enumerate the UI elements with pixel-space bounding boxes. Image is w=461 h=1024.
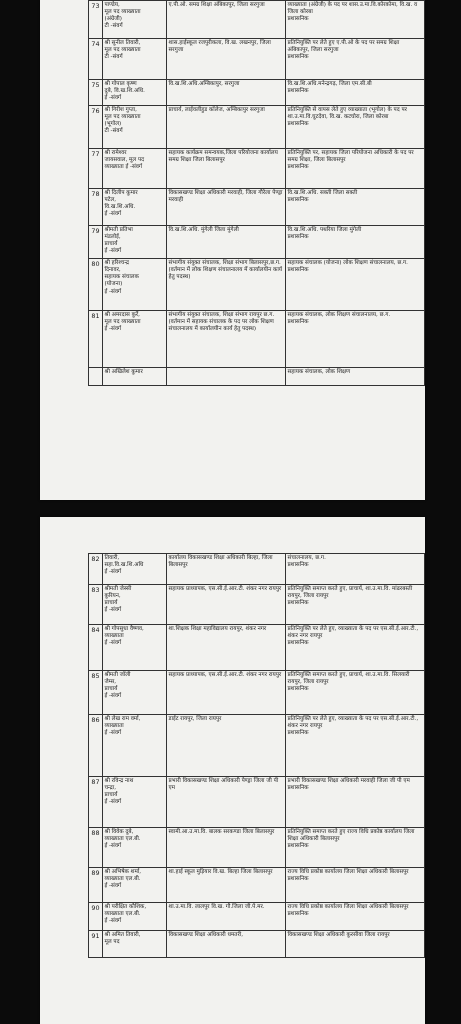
new-posting-cell: प्रतिनियुक्ति पर, सहायक जिला परियोजना अधिकारी के पद पर समग्र शिक्षा, जिला बिलासपुर प्रशासनिक bbox=[286, 149, 425, 189]
serial-number-cell bbox=[89, 368, 103, 386]
table-row bbox=[89, 311, 425, 368]
officer-name-cell: श्री दिलीप कुमार पटेल, वि.ख.शि.अधि. ई -संवर्ग bbox=[103, 189, 167, 226]
current-posting-cell: संभागीय संयुक्त संचालक, शिक्षा संभाग बिलासपुर,छ.ग. (वर्तमान में लोक शिक्षण संचालनालय में कार्यालयीन कार्य हेतु पदस्थ) bbox=[167, 259, 286, 311]
serial-number-cell: 88 bbox=[89, 828, 103, 868]
current-posting-cell: प्रभारी विकासखण्ड शिक्षा अधिकारी पेण्ड्रा जिला जी पी एम bbox=[167, 777, 286, 828]
serial-number-cell: 77 bbox=[89, 149, 103, 189]
table-row bbox=[89, 149, 425, 189]
document-page-1 bbox=[40, 0, 425, 500]
new-posting-cell: वि.ख.शि.अधि. पथरिया जिला मुंगेली प्रशासनिक bbox=[286, 226, 425, 259]
current-posting-cell: ए.पी.ओ. समग्र शिक्षा अंबिकापुर, जिला सरगुजा bbox=[167, 1, 286, 39]
table-row bbox=[89, 777, 425, 828]
table-row bbox=[89, 625, 425, 671]
table-row bbox=[89, 259, 425, 311]
new-posting-cell: प्रभारी विकासखण्ड शिक्षा अधिकारी मरवाही जिला जी पी एम प्रशासनिक bbox=[286, 777, 425, 828]
table-row bbox=[89, 931, 425, 958]
officer-name-cell: श्री हरिश्चन्द्र दिनावर, सहायक संचालक (योजना) ई -संवर्ग bbox=[103, 259, 167, 311]
officer-name-cell: श्री रामेश्वर जायसवाल, मूल पद व्याख्याता ई -संवर्ग bbox=[103, 149, 167, 189]
current-posting-cell: शा.हाई स्कूल मुड़ियार वि.ख. बिल्हा जिला बिलासपुर bbox=[167, 868, 286, 903]
new-posting-cell: विकासखण्ड शिक्षा अधिकारी कुरसीवा जिला रायपुर bbox=[286, 931, 425, 958]
current-posting-cell: प्राचार्य, लाईवलीहुड कॉलेज, अम्बिकापुर सरगुजा bbox=[167, 106, 286, 149]
new-posting-cell: प्रतिनियुक्ति समाप्त करते हुए, प्राचार्य, शा.उ.मा.वि. मांढरबस्ती रायपुर, जिला रायपुर प्रशासनिक bbox=[286, 585, 425, 625]
current-posting-cell: सहायक प्राध्यापक, एस.सी.ई.आर.टी. शंकर नगर रायपुर bbox=[167, 671, 286, 715]
serial-number-cell: 82 bbox=[89, 554, 103, 585]
transfer-table-page-1 bbox=[88, 0, 425, 386]
officer-name-cell: तिवारी, सहा.वि.ख.शि.अधि ई -संवर्ग bbox=[103, 554, 167, 585]
serial-number-cell: 85 bbox=[89, 671, 103, 715]
serial-number-cell: 78 bbox=[89, 189, 103, 226]
officer-name-cell: श्रीमती जेस्सी कुरियन, प्राचार्य ई -संवर्ग bbox=[103, 585, 167, 625]
current-posting-cell: सहायक प्राध्यापक, एस.सी.ई.आर.टी. शंकर नगर रायपुर bbox=[167, 585, 286, 625]
new-posting-cell: सहायक संचालक, लोक शिक्षण bbox=[286, 368, 425, 386]
current-posting-cell bbox=[167, 368, 286, 386]
serial-number-cell: 79 bbox=[89, 226, 103, 259]
current-posting-cell: विकासखण्ड शिक्षा अधिकारी मरवाही, जिला गौरेला पेण्ड्रा मरवाही bbox=[167, 189, 286, 226]
new-posting-cell: वि.ख.शि.अधि.मनेन्द्रगढ़, जिला एम.सी.बी प्रशासनिक bbox=[286, 80, 425, 106]
serial-number-cell: 91 bbox=[89, 931, 103, 958]
new-posting-cell: सहायक संचालक (योजना) लोक शिक्षण संचालनालय, छ.ग. प्रशासनिक bbox=[286, 259, 425, 311]
officer-name-cell: श्रीमती प्रतिभा मंडलोई, प्राचार्य ई -संवर्ग bbox=[103, 226, 167, 259]
new-posting-cell: प्रतिनियुक्ति पर लेते हुए, व्याख्याता के पद पर एस.सी.ई.आर.टी., शंकर नगर रायपुर प्रशासनिक bbox=[286, 625, 425, 671]
current-posting-cell: संभागीय संयुक्त संचालक, शिक्षा संभाग रायपुर छ.ग. (वर्तमान में सहायक संचालक के पद पर लोक शिक्षण संचालनालय में कार्यालयीन कार्य हेतु पदस्थ) bbox=[167, 311, 286, 368]
new-posting-cell: वि.ख.शि.अधि. सक्ती जिला सक्ती प्रशासनिक bbox=[286, 189, 425, 226]
new-posting-cell: राज्य विधि प्रकोष्ठ कार्यालय जिला शिक्षा अधिकारी बिलासपुर प्रशासनिक bbox=[286, 903, 425, 931]
table-row bbox=[89, 715, 425, 777]
table-row bbox=[89, 189, 425, 226]
table-row bbox=[89, 671, 425, 715]
serial-number-cell: 75 bbox=[89, 80, 103, 106]
serial-number-cell: 86 bbox=[89, 715, 103, 777]
officer-name-cell: पाण्डेय, मूल पद व्याख्याता (अंग्रेजी) टी -संवर्ग bbox=[103, 1, 167, 39]
serial-number-cell: 84 bbox=[89, 625, 103, 671]
transfer-table-page-2 bbox=[88, 553, 425, 958]
officer-name-cell: श्री अभिषेक शर्मा, व्याख्याता एल.बी. ई -संवर्ग bbox=[103, 868, 167, 903]
table-row bbox=[89, 80, 425, 106]
table-row bbox=[89, 828, 425, 868]
serial-number-cell: 87 bbox=[89, 777, 103, 828]
new-posting-cell: प्रतिनियुक्ति पर लेते हुए ए.पी.ओ के पद पर समग्र शिक्षा अंबिकापुर, जिला सरगुजा प्रशासनिक bbox=[286, 39, 425, 80]
current-posting-cell: वि.ख.शि.अधि. मुंगेली जिला मुंगेली bbox=[167, 226, 286, 259]
officer-name-cell: श्री परीक्षित कौशिक, व्याख्याता एल.बी. ई -संवर्ग bbox=[103, 903, 167, 931]
new-posting-cell: प्रतिनियुक्ति समाप्त करते हुए राज्य विधि प्रकोष्ठ कार्यालय जिला शिक्षा अधिकारी बिलासपुर प्रशासनिक bbox=[286, 828, 425, 868]
table-row bbox=[89, 368, 425, 386]
table-row bbox=[89, 903, 425, 931]
new-posting-cell: संचालनालय, छ.ग. प्रशासनिक bbox=[286, 554, 425, 585]
current-posting-cell: शा.शिक्षक शिक्षा महाविद्यालय रायपुर, शंकर नगर bbox=[167, 625, 286, 671]
new-posting-cell: प्रतिनियुक्ति पर लेते हुए, व्याख्याता के पद पर एस.सी.ई.आर.टी., शंकर नगर रायपुर प्रशासनिक bbox=[286, 715, 425, 777]
officer-name-cell: श्री अखिलेश कुमार bbox=[103, 368, 167, 386]
new-posting-cell: व्याख्याता (अंग्रेजी) के पद पर शास.उ.मा.वि.कोरकोमा, वि.ख. व जिला कोरबा प्रशासनिक bbox=[286, 1, 425, 39]
table-row bbox=[89, 106, 425, 149]
officer-name-cell: श्री गिरीश गुप्ता, मूल पद व्याख्याता (भूगोल) टी -संवर्ग bbox=[103, 106, 167, 149]
officer-name-cell: श्री गोपाल कृष्ण दुबे, वि.ख.शि.अधि. ई -संवर्ग bbox=[103, 80, 167, 106]
officer-name-cell: श्री अमित तिवारी, मूल पद bbox=[103, 931, 167, 958]
serial-number-cell: 80 bbox=[89, 259, 103, 311]
table-row bbox=[89, 868, 425, 903]
officer-name-cell: श्री गोपसुधा वैष्णव, व्याख्याता ई -संवर्ग bbox=[103, 625, 167, 671]
table-row bbox=[89, 39, 425, 80]
officer-name-cell: श्री अमरदास कुर्रे, मूल पद व्याख्याता ई -संवर्ग bbox=[103, 311, 167, 368]
table-row bbox=[89, 1, 425, 39]
current-posting-cell: सहायक कार्यक्रम समन्वयक,जिला परियोजना कार्यालय समग्र शिक्षा जिला बिलासपुर bbox=[167, 149, 286, 189]
current-posting-cell: विकासखण्ड शिक्षा अधिकारी धमतरी, bbox=[167, 931, 286, 958]
current-posting-cell: शास.हाईस्कूल रजपुरीकला, वि.ख. लखनपुर, जिला सरगुजा bbox=[167, 39, 286, 80]
new-posting-cell: प्रतिनियुक्ति से वापस लेते हुए व्याख्याता (भूगोल) के पद पर शा.उ.मा.वि.घुटदेवा, वि.ख. कटघोरा, जिला कोरबा प्रशासनिक bbox=[286, 106, 425, 149]
current-posting-cell: कार्यालय विकासखण्ड शिक्षा अधिकारी बिल्हा, जिला बिलासपुर bbox=[167, 554, 286, 585]
serial-number-cell: 89 bbox=[89, 868, 103, 903]
officer-name-cell: श्री सुनील तिवारी, मूल पद व्याख्याता टी -संवर्ग bbox=[103, 39, 167, 80]
officer-name-cell: श्री रविन्द्र नाथ चन्द्रा, प्राचार्य ई -संवर्ग bbox=[103, 777, 167, 828]
new-posting-cell: प्रतिनियुक्ति समाप्त करते हुए, प्राचार्य, शा.उ.मा.वि. सिलयारी रायपुर, जिला रायपुर प्रशासनिक bbox=[286, 671, 425, 715]
new-posting-cell: राज्य विधि प्रकोष्ठ कार्यालय जिला शिक्षा अधिकारी बिलासपुर प्रशासनिक bbox=[286, 868, 425, 903]
officer-name-cell: श्री लेख राम वर्मा, व्याख्याता ई -संवर्ग bbox=[103, 715, 167, 777]
serial-number-cell: 83 bbox=[89, 585, 103, 625]
current-posting-cell: शा.उ.मा.वि. लालपुर वि.ख. गौ.जिला जी.पे.मर. bbox=[167, 903, 286, 931]
serial-number-cell: 73 bbox=[89, 1, 103, 39]
new-posting-cell: सहायक संचालक, लोक शिक्षण संचालनालय, छ.ग. प्रशासनिक bbox=[286, 311, 425, 368]
serial-number-cell: 74 bbox=[89, 39, 103, 80]
table-row bbox=[89, 226, 425, 259]
serial-number-cell: 81 bbox=[89, 311, 103, 368]
officer-name-cell: श्रीमती जॉली जेम्स, प्राचार्य ई -संवर्ग bbox=[103, 671, 167, 715]
serial-number-cell: 76 bbox=[89, 106, 103, 149]
document-page-2 bbox=[40, 517, 425, 1024]
current-posting-cell: वि.ख.शि.अधि.अम्बिकापुर, सरगुजा bbox=[167, 80, 286, 106]
current-posting-cell: डाईट रायपुर, जिला रायपुर bbox=[167, 715, 286, 777]
officer-name-cell: श्री विवेक दुबे, व्याख्याता एल.बी. ई -संवर्ग bbox=[103, 828, 167, 868]
table-row bbox=[89, 585, 425, 625]
current-posting-cell: स्वामी.आ.उ.मा.वि. बालक सरकण्डा जिला बिलासपुर bbox=[167, 828, 286, 868]
serial-number-cell: 90 bbox=[89, 903, 103, 931]
table-row bbox=[89, 554, 425, 585]
